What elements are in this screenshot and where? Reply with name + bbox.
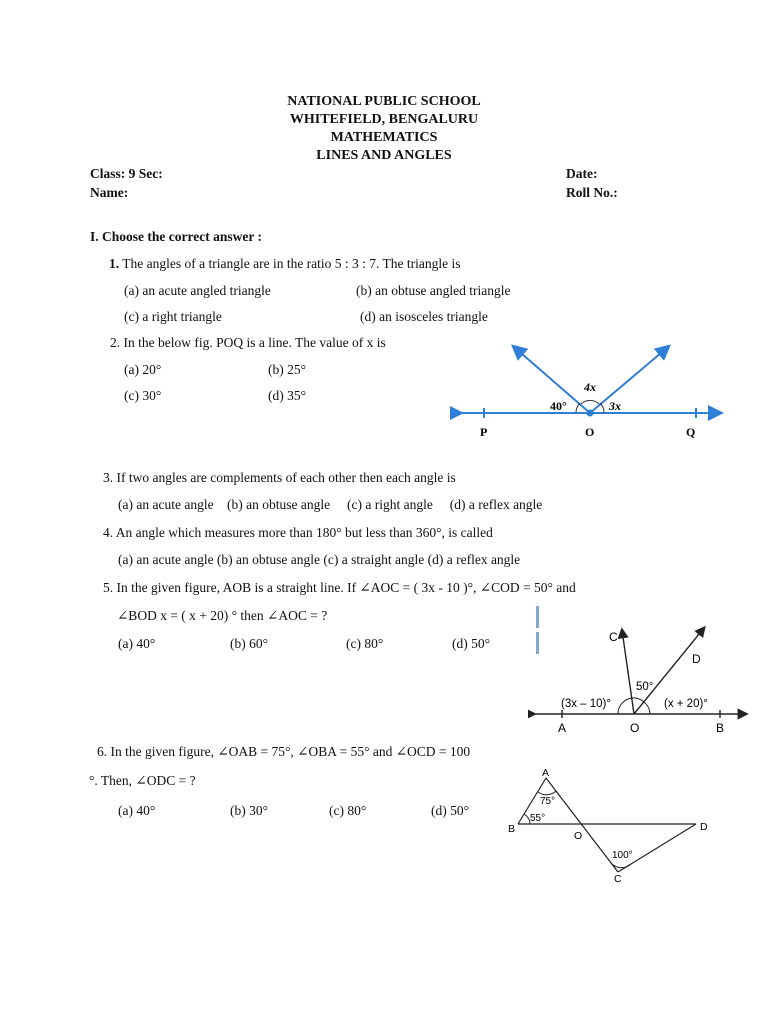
- question-4-text: 4. An angle which measures more than 180° but less than 360°, is called: [103, 525, 493, 540]
- q2-option-a: (a) 20°: [124, 362, 162, 377]
- point-p-label: P: [480, 425, 488, 439]
- q5-figure: [528, 626, 752, 738]
- question-1: [109, 256, 461, 272]
- q6-option-a: (a) 40°: [118, 803, 156, 818]
- q3-options: (a) an acute angle (b) an obtuse angle (c) a right angle (d) a reflex angle: [118, 497, 543, 512]
- q5-option-b: (b) 60°: [230, 636, 269, 651]
- q4-options: (a) an acute angle (b) an obtuse angle (c) a straight angle (d) a reflex angle: [118, 552, 521, 567]
- q1-option-d: (d) an isosceles triangle: [360, 309, 488, 324]
- divider-mark: [536, 606, 539, 628]
- topic-title: LINES AND ANGLES: [316, 148, 452, 163]
- angle-4x-label: 4x: [584, 380, 596, 394]
- school-name: NATIONAL PUBLIC SCHOOL: [287, 94, 481, 109]
- angle-cod-label: 50°: [636, 681, 654, 693]
- q5-option-a: (a) 40°: [118, 636, 156, 651]
- q2-figure: [450, 335, 730, 445]
- q6-option-c: (c) 80°: [329, 803, 367, 818]
- angle-75-label: 75°: [540, 796, 556, 807]
- question-2-text: 2. In the below fig. POQ is a line. The value of x is: [110, 335, 386, 350]
- question-6-text-line1: 6. In the given figure, ∠OAB = 75°, ∠OBA = 55° and ∠OCD = 100: [97, 744, 471, 759]
- class-sec-label: Class: 9 Sec:: [90, 166, 163, 181]
- point-d-label: D: [700, 821, 708, 833]
- name-label: Name:: [90, 185, 129, 200]
- school-location: WHITEFIELD, BENGALURU: [289, 112, 479, 127]
- roll-no-label: Roll No.:: [566, 185, 618, 200]
- point-o-label: O: [574, 830, 583, 842]
- point-b-label: B: [508, 823, 516, 835]
- question-3-text: 3. If two angles are complements of each other then each angle is: [103, 470, 456, 485]
- point-b-label: B: [716, 721, 725, 735]
- segment-ac: [546, 778, 618, 872]
- q1-option-b: (b) an obtuse angled triangle: [356, 283, 511, 298]
- q2-option-b: (b) 25°: [268, 362, 307, 377]
- point-o: [587, 410, 594, 417]
- point-a-label: A: [542, 767, 550, 779]
- point-d-label: D: [692, 652, 701, 666]
- section-title: I. Choose the correct answer :: [90, 229, 262, 244]
- question-6-text-line2: °. Then, ∠ODC = ?: [89, 773, 196, 788]
- q6-figure: [500, 764, 720, 886]
- angle-bod-label: (x + 20)°: [664, 698, 708, 710]
- point-o-label: O: [630, 721, 640, 735]
- q6-option-b: (b) 30°: [230, 803, 269, 818]
- angle-aoc-label: (3x – 10)°: [561, 698, 611, 710]
- q5-option-c: (c) 80°: [346, 636, 384, 651]
- angle-3x-label: 3x: [609, 399, 621, 413]
- q1-option-a: (a) an acute angled triangle: [124, 283, 271, 298]
- point-a-label: A: [558, 721, 567, 735]
- q2-option-c: (c) 30°: [124, 388, 162, 403]
- point-c-label: C: [614, 873, 622, 885]
- angle-55-label: 55°: [530, 813, 546, 824]
- ray-right: [590, 347, 668, 413]
- question-1-number: 1.: [109, 256, 120, 271]
- question-5-text-line2: ∠BOD x = ( x + 20) ° then ∠AOC = ?: [117, 608, 328, 623]
- angle-40-label: 40°: [550, 399, 567, 413]
- subject-title: MATHEMATICS: [330, 130, 438, 145]
- q5-option-d: (d) 50°: [452, 636, 491, 651]
- angle-100-label: 100°: [612, 850, 633, 861]
- date-label: Date:: [566, 166, 598, 181]
- q1-option-c: (c) a right triangle: [124, 309, 222, 324]
- q6-option-d: (d) 50°: [431, 803, 470, 818]
- point-q-label: Q: [686, 425, 696, 439]
- point-c-label: C: [609, 630, 618, 644]
- question-1-text: The angles of a triangle are in the ratio 5 : 3 : 7. The triangle is: [122, 256, 461, 271]
- question-5-text-line1: 5. In the given figure, AOB is a straight line. If ∠AOC = ( 3x - 10 )°, ∠COD = 50° and: [103, 580, 576, 595]
- point-o-label: O: [585, 425, 595, 439]
- q2-option-d: (d) 35°: [268, 388, 307, 403]
